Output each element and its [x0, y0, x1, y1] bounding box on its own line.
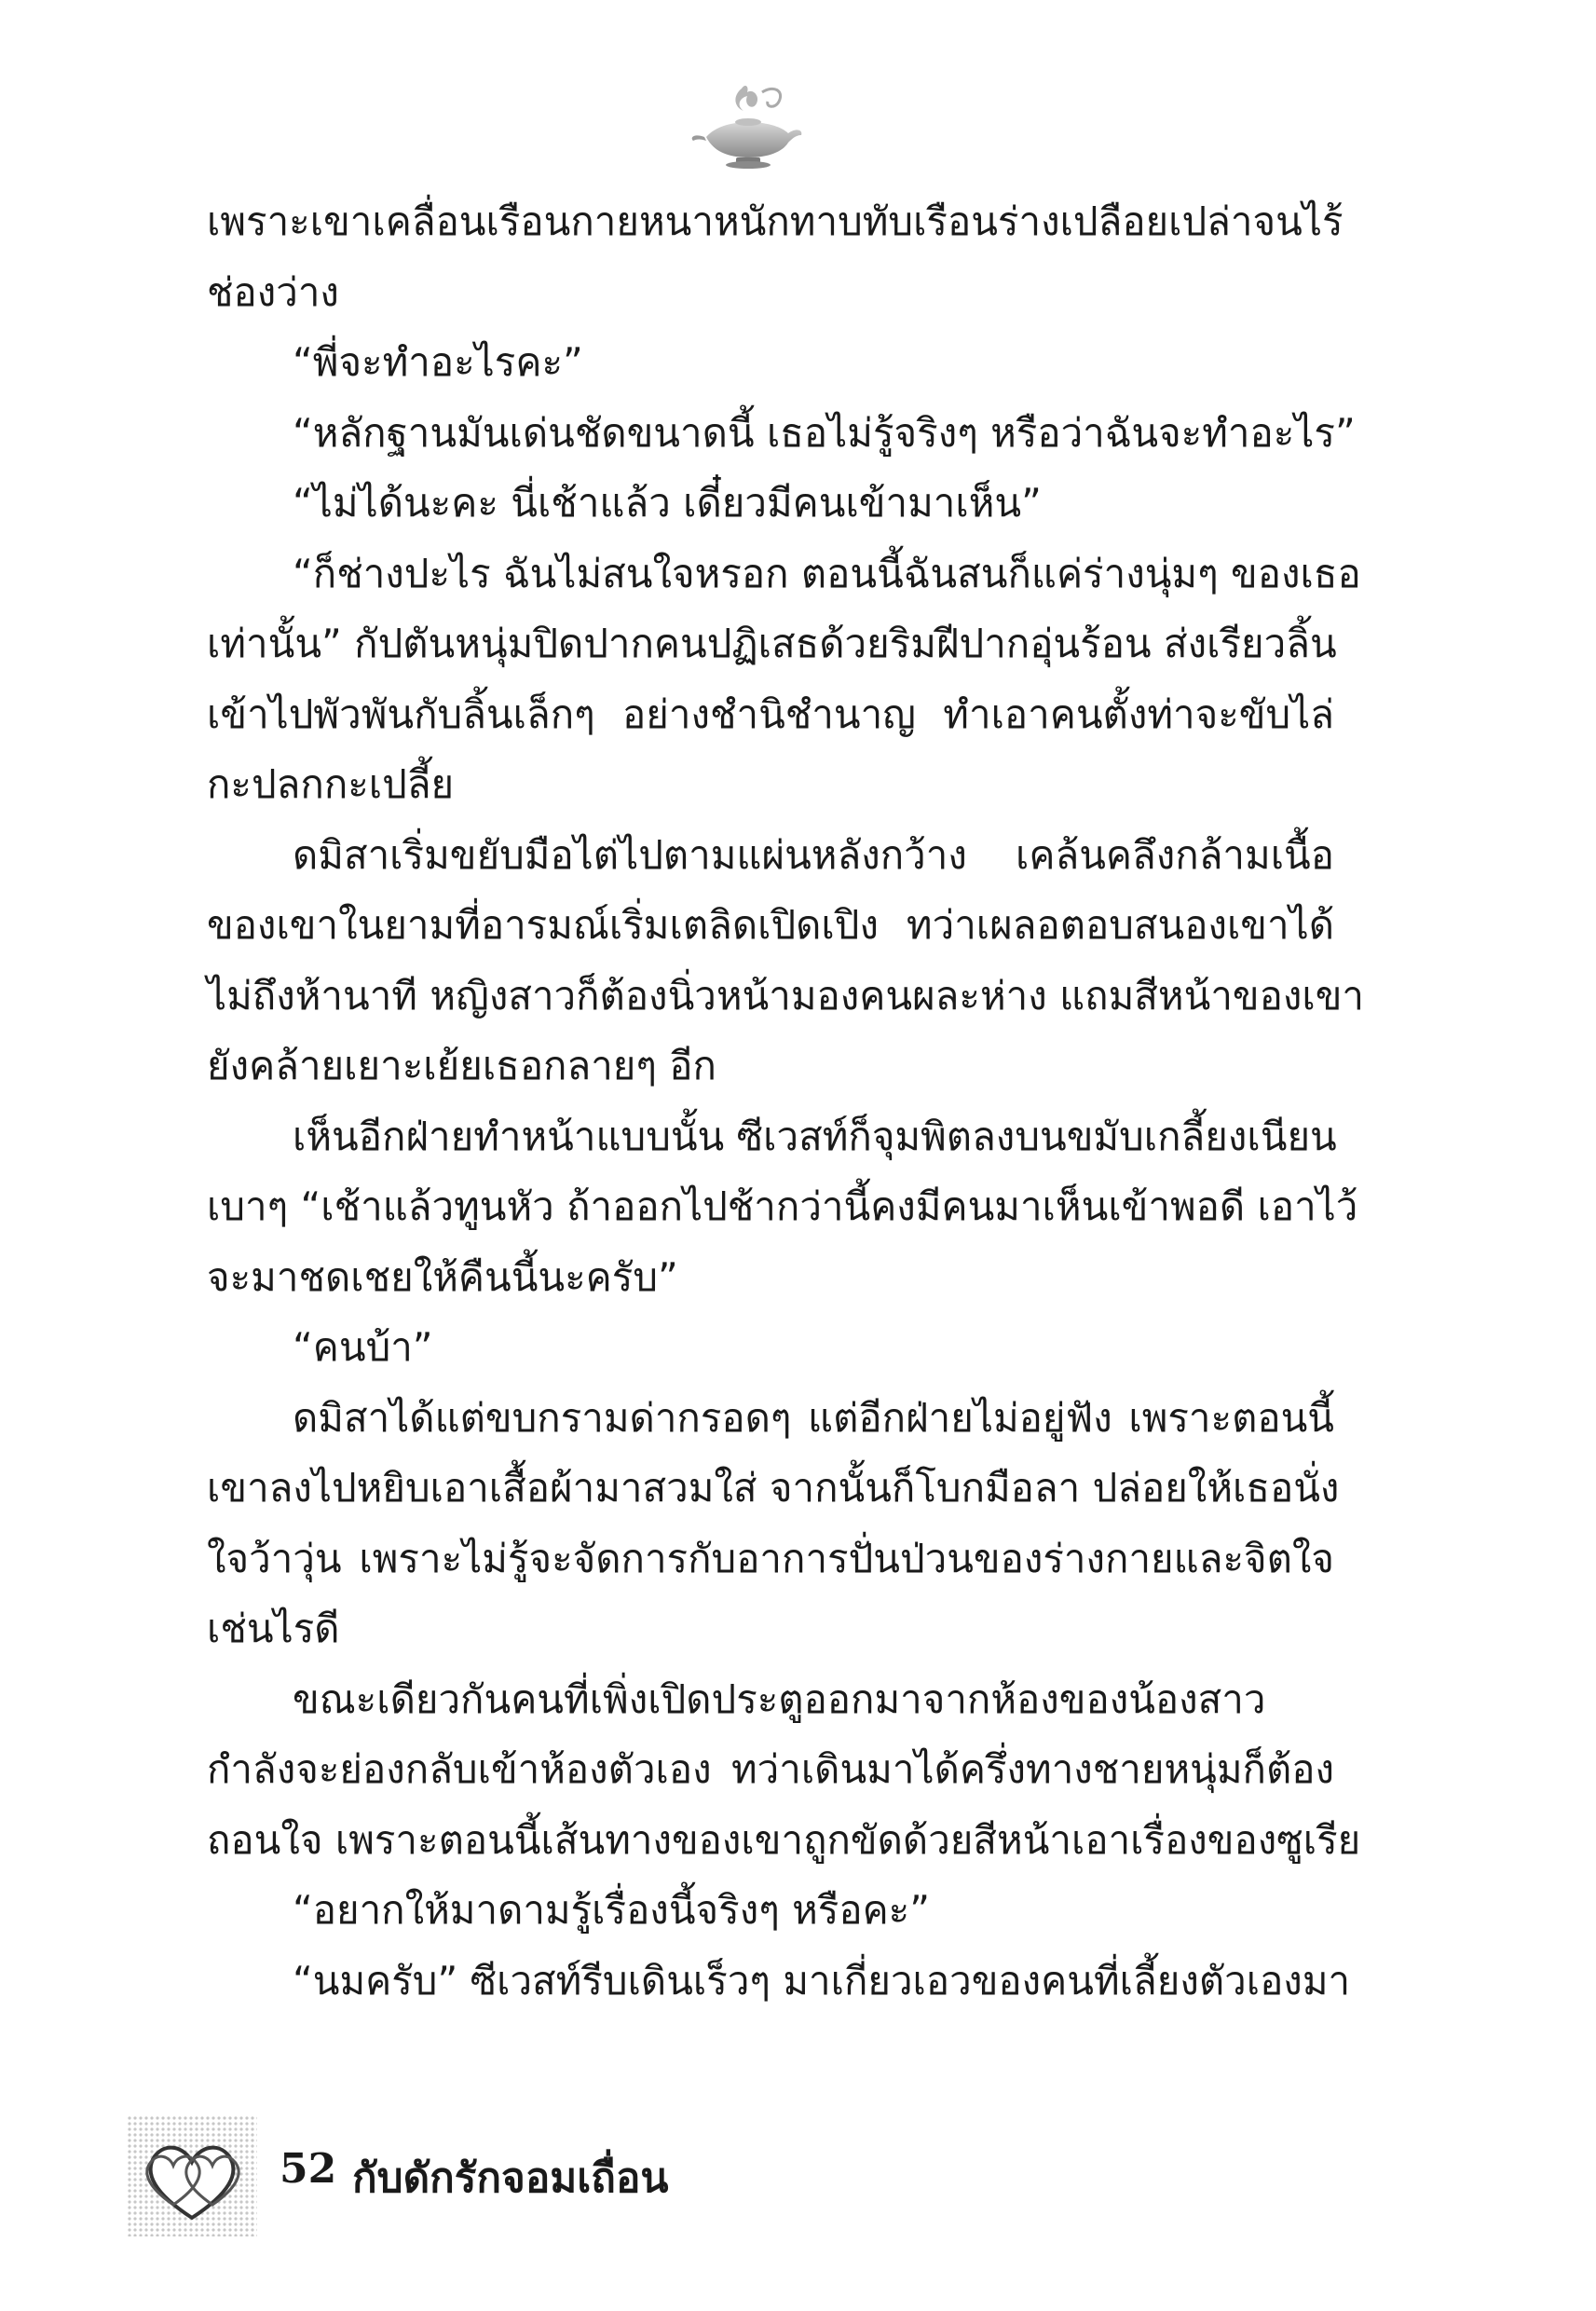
text-line: “อยากให้มาดามรู้เรื่องนี้จริงๆ หรือคะ” — [293, 1887, 930, 1933]
text-line: “พี่จะทำอะไรคะ” — [293, 339, 583, 385]
text-line: เห็นอีกฝ่ายทำหน้าแบบนั้น ซีเวสท์ก็จุมพิตลงบนขมับเกลี้ยงเนียน — [293, 1113, 1337, 1159]
text-line: ของเขาในยามที่อารมณ์เริ่มเตลิดเปิดเปิง ทว่าเผลอตอบสนองเขาได้ — [207, 902, 1334, 948]
text-line: “หลักฐานมันเด่นชัดขนาดนี้ เธอไม่รู้จริงๆ หรือว่าฉันจะทำอะไร” — [293, 409, 1356, 456]
text-line: เพราะเขาเคลื่อนเรือนกายหนาหนักทาบทับเรือนร่างเปลือยเปล่าจนไร้ — [207, 198, 1344, 244]
page-number: 52 — [280, 2145, 337, 2193]
text-line: ดมิสาเริ่มขยับมือไต่ไปตามแผ่นหลังกว้าง เคล้นคลึงกล้ามเนื้อ — [293, 831, 1334, 878]
text-line: กำลังจะย่องกลับเข้าห้องตัวเอง ทว่าเดินมาได้ครึ่งทางชายหนุ่มก็ต้อง — [207, 1746, 1334, 1792]
genie-lamp-icon — [688, 79, 809, 172]
text-line: กะปลกกะเปลี้ย — [207, 761, 455, 807]
text-line: ใจว้าวุ่น เพราะไม่รู้จะจัดการกับอาการปั่นป่วนของร่างกายและจิตใจ — [207, 1535, 1334, 1581]
text-line: เท่านั้น” กัปตันหนุ่มปิดปากคนปฏิเสธด้วยริมฝีปากอุ่นร้อน ส่งเรียวลิ้น — [207, 621, 1337, 666]
text-line: ช่องว่าง — [207, 268, 339, 315]
text-line: เช่นไรดี — [207, 1606, 340, 1651]
text-line: ยังคล้ายเยาะเย้ยเธอกลายๆ อีก — [207, 1043, 716, 1088]
text-line: “ไม่ได้นะคะ นี่เช้าแล้ว เดี๋ยวมีคนเข้ามาเห็น” — [293, 480, 1042, 526]
text-line: “คนบ้า” — [293, 1324, 433, 1370]
text-line: “นมครับ” ซีเวสท์รีบเดินเร็วๆ มาเกี่ยวเอวของคนที่เลี้ยงตัวเองมา — [293, 1957, 1351, 2003]
text-line: ดมิสาได้แต่ขบกรามด่ากรอดๆ แต่อีกฝ่ายไม่อยู่ฟัง เพราะตอนนี้ — [293, 1394, 1334, 1441]
text-line: เบาๆ “เช้าแล้วทูนหัว ถ้าออกไปช้ากว่านี้คงมีคนมาเห็นเข้าพอดี เอาไว้ — [207, 1183, 1358, 1229]
hearts-ornament-icon — [127, 2115, 257, 2236]
text-line: ไม่ถึงห้านาที หญิงสาวก็ต้องนิ่วหน้ามองคนผละห่าง แถมสีหน้าของเขา — [207, 972, 1364, 1019]
text-line: เขาลงไปหยิบเอาเสื้อผ้ามาสวมใส่ จากนั้นก็โบกมือลา ปล่อยให้เธอนั่ง — [207, 1465, 1340, 1511]
text-line: ถอนใจ เพราะตอนนี้เส้นทางของเขาถูกขัดด้วยสีหน้าเอาเรื่องของซูเรีย — [207, 1816, 1361, 1863]
text-line: จะมาชดเชยให้คืนนี้นะครับ” — [207, 1253, 678, 1300]
book-title: กับดักรักจอมเถื่อน — [352, 2154, 669, 2202]
text-line: “ก็ช่างปะไร ฉันไม่สนใจหรอก ตอนนี้ฉันสนก็แค่ร่างนุ่มๆ ของเธอ — [293, 550, 1361, 596]
text-line: ขณะเดียวกันคนที่เพิ่งเปิดประตูออกมาจากห้องของน้องสาว — [293, 1675, 1266, 1722]
text-line: เข้าไปพัวพันกับลิ้นเล็กๆ อย่างชำนิชำนาญ ทำเอาคนตั้งท่าจะขับไล่ — [207, 691, 1334, 737]
